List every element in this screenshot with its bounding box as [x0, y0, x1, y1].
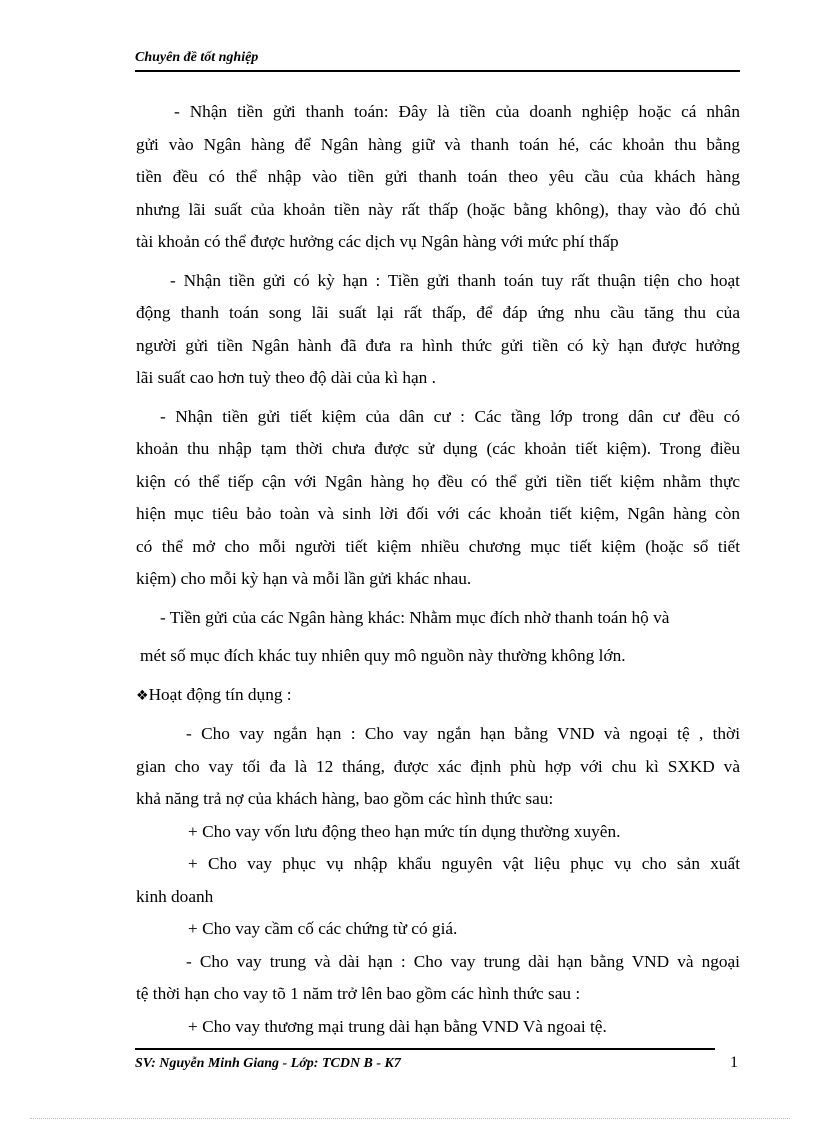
- paragraph-deposit-payment: [136, 96, 740, 259]
- list-item: + Cho vay phục vụ nhập khẩu nguyên vật liệu phục vụ cho sản xuất: [188, 854, 740, 873]
- text-line: gửi vào Ngân hàng để Ngân hàng giữ và thanh toán hé, các khoản thu bằng: [136, 134, 740, 154]
- text-line: người gửi tiền Ngân hành đã đưa ra hình thức gửi tiền có kỳ hạn được hưởng: [136, 335, 740, 355]
- text-line: - Nhận tiền gửi có kỳ hạn : Tiền gửi thanh toán tuy rất thuận tiện cho hoạt: [170, 270, 740, 290]
- text-line: - Nhận tiền gửi tiết kiệm của dân cư : Các tầng lớp trong dân cư đều có: [160, 406, 740, 426]
- paragraph-savings: [136, 401, 740, 596]
- text-line: động thanh toán song lãi suất lại rất thấp, để đáp ứng nhu cầu tăng thu của: [136, 303, 740, 322]
- text-line: kiện có thể tiếp cận với Ngân hàng họ đều có thể gửi tiền tiết kiệm nhằm thực: [136, 471, 740, 491]
- page-number: 1: [730, 1054, 738, 1071]
- text-line: - Tiền gửi của các Ngân hàng khác: Nhằm mục đích nhờ thanh toán hộ và: [160, 607, 670, 627]
- text-line: mét số mục đích khác tuy nhiên quy mô nguồn này thường không lớn.: [140, 646, 626, 665]
- diamond-bullet-icon: ❖: [136, 687, 149, 704]
- text-line: tiền đều có thể nhập vào tiền gửi thanh toán theo yêu cầu của khách hàng: [136, 167, 740, 186]
- footer-rule: [135, 1048, 715, 1050]
- text-line: tệ thời hạn cho vay tõ 1 năm trở lên bao gồm các hình thức sau :: [136, 984, 581, 1003]
- list-item: + Cho vay vốn lưu động theo hạn mức tín dụng thường xuyên.: [188, 821, 621, 841]
- paragraph-term-deposit: [136, 265, 740, 395]
- paragraph-long-term-loan: [136, 946, 740, 1044]
- text-line: - Cho vay trung và dài hạn : Cho vay trung dài hạn bằng VND và ngoại: [186, 951, 740, 971]
- section-heading: [136, 679, 740, 713]
- text-line: nhưng lãi suất của khoản tiền này rất thấp (hoặc bằng không), thay vào đó chủ: [136, 199, 740, 219]
- page-header: [135, 48, 740, 72]
- text-line: kinh doanh: [136, 886, 214, 906]
- list-item: + Cho vay thương mại trung dài hạn bằng VND Và ngoai tệ.: [188, 1016, 607, 1036]
- text-line: hiện mục tiêu bảo toàn và sinh lời đối với các khoản tiết kiệm, Ngân hàng còn: [136, 504, 740, 523]
- text-line: khoản thu nhập tạm thời chưa được sử dụng (các khoản tiết kiệm). Trong điều: [136, 439, 740, 458]
- paragraph-interbank: [136, 602, 740, 673]
- text-line: khả năng trả nợ của khách hàng, bao gồm các hình thức sau:: [136, 789, 554, 808]
- text-line: - Cho vay ngắn hạn : Cho vay ngắn hạn bằng VND và ngoại tệ , thời: [186, 724, 740, 743]
- header-title: Chuyên đề tốt nghiệp: [135, 50, 259, 65]
- text-line: lãi suất cao hơn tuỳ theo độ dài của kì hạn .: [136, 368, 436, 387]
- text-line: kiệm) cho mỗi kỳ hạn và mỗi lần gửi khác nhau.: [136, 569, 472, 588]
- text-line: - Nhận tiền gửi thanh toán: Đây là tiền của doanh nghiệp hoặc cá nhân: [174, 102, 740, 121]
- list-item: + Cho vay cầm cố các chứng từ có giá.: [188, 919, 458, 938]
- text-line: gian cho vay tối đa là 12 tháng, được xác định phù hợp với chu kì SXKD và: [136, 756, 740, 776]
- document-body: [136, 96, 740, 1043]
- text-line: có thể mở cho mỗi người tiết kiệm nhiều chương mục tiết kiệm (hoặc sổ tiết: [136, 536, 740, 556]
- section-title: Hoạt động tín dụng :: [148, 684, 292, 704]
- footer-text: SV: Nguyễn Minh Giang - Lớp: TCDN B - K7: [135, 1056, 401, 1071]
- text-line: tài khoản có thể được hưởng các dịch vụ Ngân hàng với mức phí thấp: [136, 232, 619, 251]
- page-bottom-divider: [30, 1118, 790, 1119]
- paragraph-short-term-loan: [136, 718, 740, 946]
